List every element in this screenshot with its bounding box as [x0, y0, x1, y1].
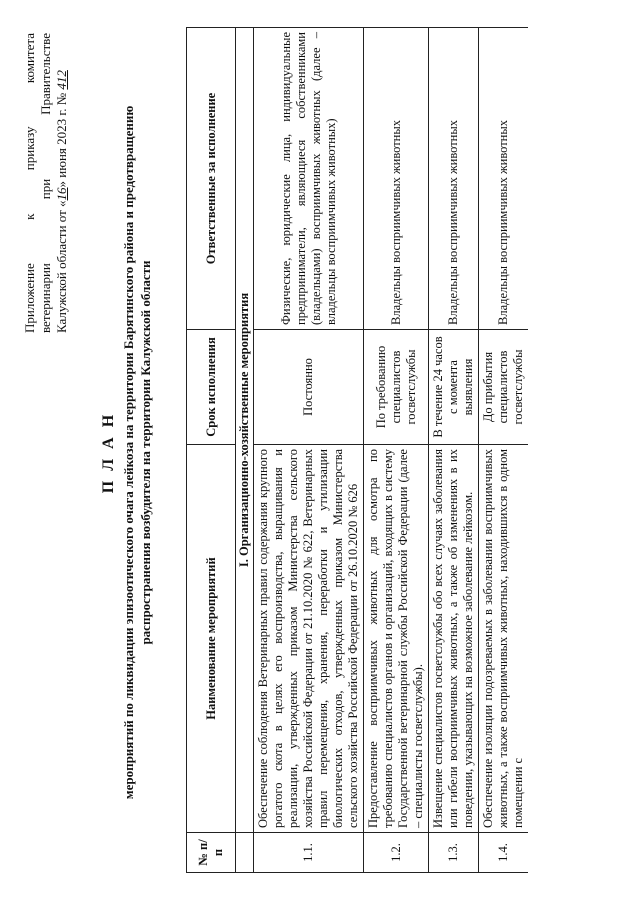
table-row [479, 28, 529, 873]
plan-subtitle-line-1: мероприятий по ликвидации эпизоотического очага лейкоза на территории Барятинского района и предотвращению [121, 105, 136, 800]
section-row [236, 28, 254, 873]
appendix-date-middle: » июня 2023 г. № [54, 92, 69, 188]
appendix-block [22, 33, 70, 333]
appendix-line-3 [54, 33, 70, 333]
row-term: По требованию специалистов госветслужбы [364, 330, 429, 445]
row-responsible: Владельцы восприимчивых животных [479, 28, 529, 330]
row-name: Обеспечение соблюдения Ветеринарных правил содержания крупного рогатого скота в целях его воспроизводства, выращивания и реализации, утвержденных приказом Министерства сельского хозяйства Российской Федерации от 21.10.2020 № 622, Ветеринарных правил перемещения, хранения, переработки и утилизации биологических отходов, утвержденных приказом Министерства сельского хозяйства Российской Федерации от 26.10.2020 № 626 [254, 445, 364, 833]
row-num: 1.4. [479, 833, 529, 873]
section-empty-cell [236, 833, 254, 873]
row-term: До прибытия специалистов госветслужбы [479, 330, 529, 445]
appendix-date-prefix: Калужской области от « [54, 200, 69, 333]
row-responsible: Владельцы восприимчивых животных [364, 28, 429, 330]
plan-title: П Л А Н [100, 411, 117, 494]
appendix-order-number: 412 [54, 70, 69, 90]
row-name: Извещение специалистов госветслужбы обо всех случаях заболевания или гибели восприимчивых животных, а также об изменениях в их поведении, указывающих на возможное заболевание лейкозом. [429, 445, 479, 833]
header-term: Срок исполнения [187, 330, 236, 445]
title-block [100, 30, 154, 875]
row-name: Предоставление восприимчивых животных для осмотра по требованию специалистов органов и организаций, входящих в систему Государственной ветеринарной службы Российской Федерации (далее – специалисты госветслужбы). [364, 445, 429, 833]
appendix-line-1: Приложение к приказу комитета [22, 33, 37, 333]
appendix-day: 16 [54, 187, 69, 201]
row-responsible: Физические, юридические лица, индивидуальные предприниматели, являющиеся собственниками (владельцами) восприимчивых животных (далее – владельцы восприимчивых животных) [254, 28, 364, 330]
row-num: 1.1. [254, 833, 364, 873]
row-num: 1.2. [364, 833, 429, 873]
row-responsible: Владельцы восприимчивых животных [429, 28, 479, 330]
table-row [364, 28, 429, 873]
table-row [254, 28, 364, 873]
plan-subtitle-line-2: распространения возбудителя на территории Калужской области [138, 260, 153, 645]
row-term: Постоянно [254, 330, 364, 445]
row-num: 1.3. [429, 833, 479, 873]
measures-table [186, 27, 528, 873]
header-responsible: Ответственные за исполнение [187, 28, 236, 330]
header-num: № п/п [187, 833, 236, 873]
row-name: Обеспечение изоляции подозреваемых в заболевании восприимчивых животных, а также восприимчивых животных, находившихся в одном помещении с [479, 445, 529, 833]
section-title: I. Организационно-хозяйственные мероприятия [236, 28, 254, 833]
table-row [429, 28, 479, 873]
appendix-line-2: ветеринарии при Правительстве [38, 33, 53, 333]
row-term: В течение 24 часов с момента выявления [429, 330, 479, 445]
header-name: Наименование мероприятий [187, 445, 236, 833]
table-header-row [187, 28, 236, 873]
